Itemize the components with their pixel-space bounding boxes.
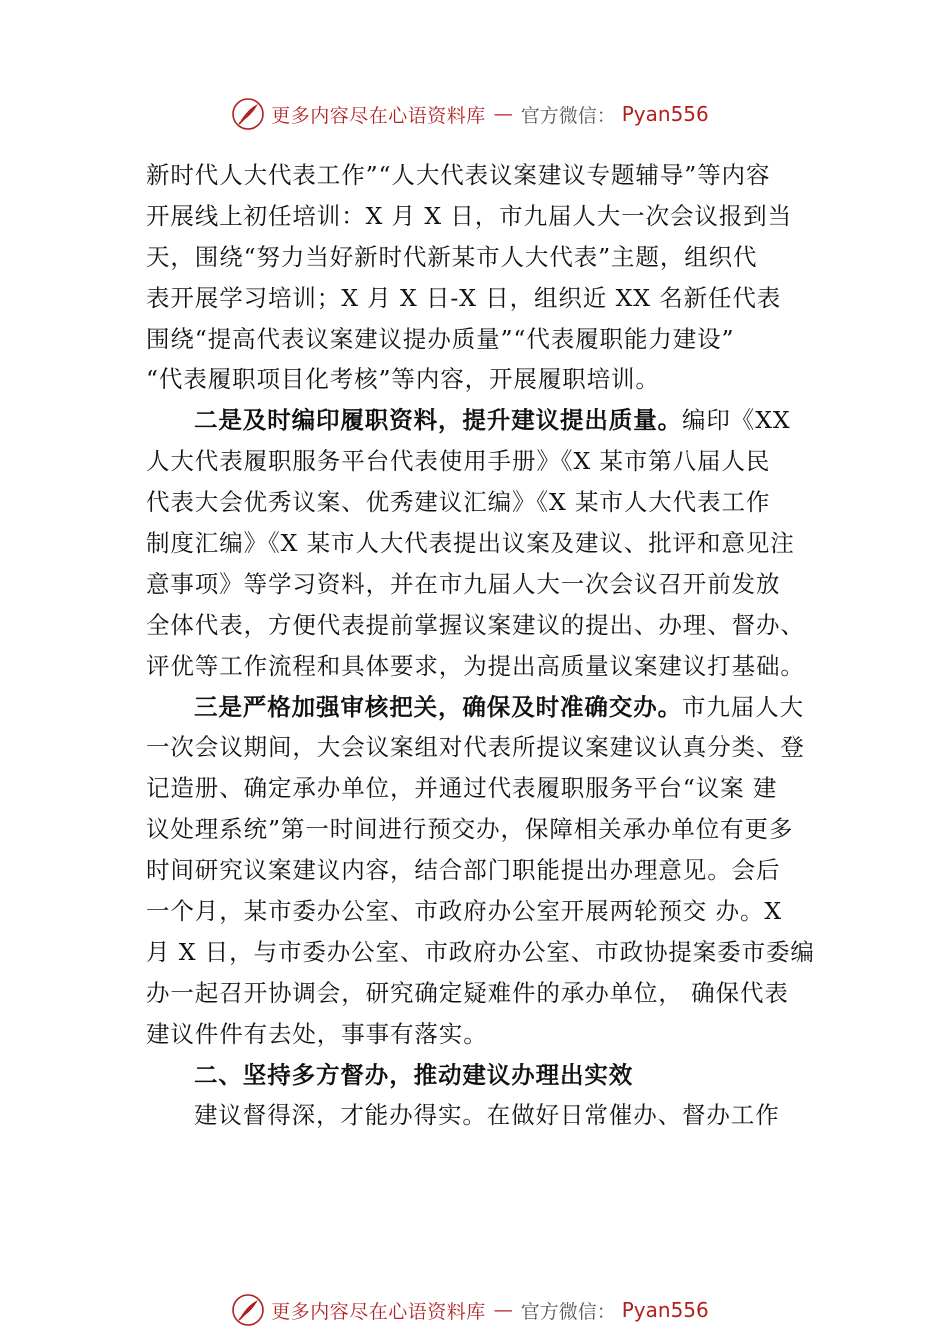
paragraph-3-first-rest: 市九届人大 bbox=[682, 692, 804, 721]
header-banner bbox=[0, 94, 950, 134]
text-line: 办一起召开协调会，研究确定疑难件的承办单位， 确保代表 bbox=[146, 978, 789, 1007]
header-slogan: 更多内容尽在心语资料库 bbox=[271, 104, 486, 127]
text-line: 表开展学习培训；X 月 X 日-X 日，组织近 XX 名新任代表 bbox=[146, 283, 782, 312]
text-line: 一个月，某市委办公室、市政府办公室开展两轮预交 办。X bbox=[146, 897, 782, 926]
text-line: 代表大会优秀议案、优秀建议汇编》《X 某市人大代表工作 bbox=[146, 488, 771, 517]
text-line: 一次会议期间，大会议案组对代表所提议案建议认真分类、登 bbox=[146, 733, 805, 762]
quill-logo-icon bbox=[231, 1293, 265, 1327]
header-banner-content bbox=[231, 97, 709, 131]
text-line: 天，围绕“努力当好新时代新某市人大代表”主题，组织代 bbox=[146, 242, 758, 271]
text-line: 议处理系统”第一时间进行预交办，保障相关承办单位有更多 bbox=[146, 815, 794, 844]
text-line: 月 X 日，与市委办公室、市政府办公室、市政协提案委市委编 bbox=[146, 937, 815, 966]
paragraph-2-lead: 二是及时编印履职资料，提升建议提出质量。 bbox=[194, 406, 682, 435]
text-line: 时间研究议案建议内容，结合部门职能提出办理意见。会后 bbox=[146, 856, 781, 885]
footer-banner-content bbox=[231, 1293, 709, 1327]
paragraph-3-lead: 三是严格加强审核把关，确保及时准确交办。 bbox=[194, 692, 682, 721]
text-line: 制度汇编》《X 某市人大代表提出议案及建议、批评和意见注 bbox=[146, 529, 795, 558]
text-line: 围绕“提高代表议案建议提办质量”“代表履职能力建设” bbox=[146, 324, 735, 353]
text-line: 记造册、确定承办单位，并通过代表履职服务平台“议案 建 bbox=[146, 774, 778, 803]
footer-slogan: 更多内容尽在心语资料库 bbox=[271, 1300, 486, 1323]
footer-separator: — bbox=[493, 1299, 513, 1321]
header-separator: — bbox=[493, 103, 513, 125]
text-line: 开展线上初任培训：X 月 X 日，市九届人大一次会议报到当 bbox=[146, 201, 792, 230]
document-body bbox=[146, 155, 836, 1136]
footer-wechat-id: Pyan556 bbox=[621, 1298, 709, 1322]
paragraph-2-first-line bbox=[146, 400, 836, 441]
paragraph-2-first-rest: 编印《XX bbox=[682, 406, 791, 435]
text-line: 建议件件有去处，事事有落实。 bbox=[146, 1019, 488, 1048]
header-official-label: 官方微信： bbox=[520, 104, 616, 127]
section-heading: 二、坚持多方督办，推动建议办理出实效 bbox=[194, 1060, 634, 1089]
text-line: 意事项》等学习资料，并在市九届人大一次会议召开前发放 bbox=[146, 569, 781, 598]
text-line: 新时代人大代表工作”“人大代表议案建议专题辅导”等内容 bbox=[146, 161, 771, 189]
text-line: “代表履职项目化考核”等内容，开展履职培训。 bbox=[146, 365, 660, 394]
text-line: 全体代表，方便代表提前掌握议案建议的提出、办理、督办、 bbox=[146, 610, 805, 639]
paragraph-3-first-line bbox=[146, 687, 836, 728]
text-line: 评优等工作流程和具体要求，为提出高质量议案建议打基础。 bbox=[146, 651, 805, 680]
text-line: 人大代表履职服务平台代表使用手册》《X 某市第八届人民 bbox=[146, 447, 771, 476]
header-wechat-id: Pyan556 bbox=[621, 102, 709, 126]
footer-official-label: 官方微信： bbox=[520, 1300, 616, 1323]
text-line: 建议督得深，才能办得实。在做好日常催办、督办工作 bbox=[194, 1101, 780, 1130]
footer-banner bbox=[0, 1290, 950, 1330]
quill-logo-icon bbox=[231, 97, 265, 131]
